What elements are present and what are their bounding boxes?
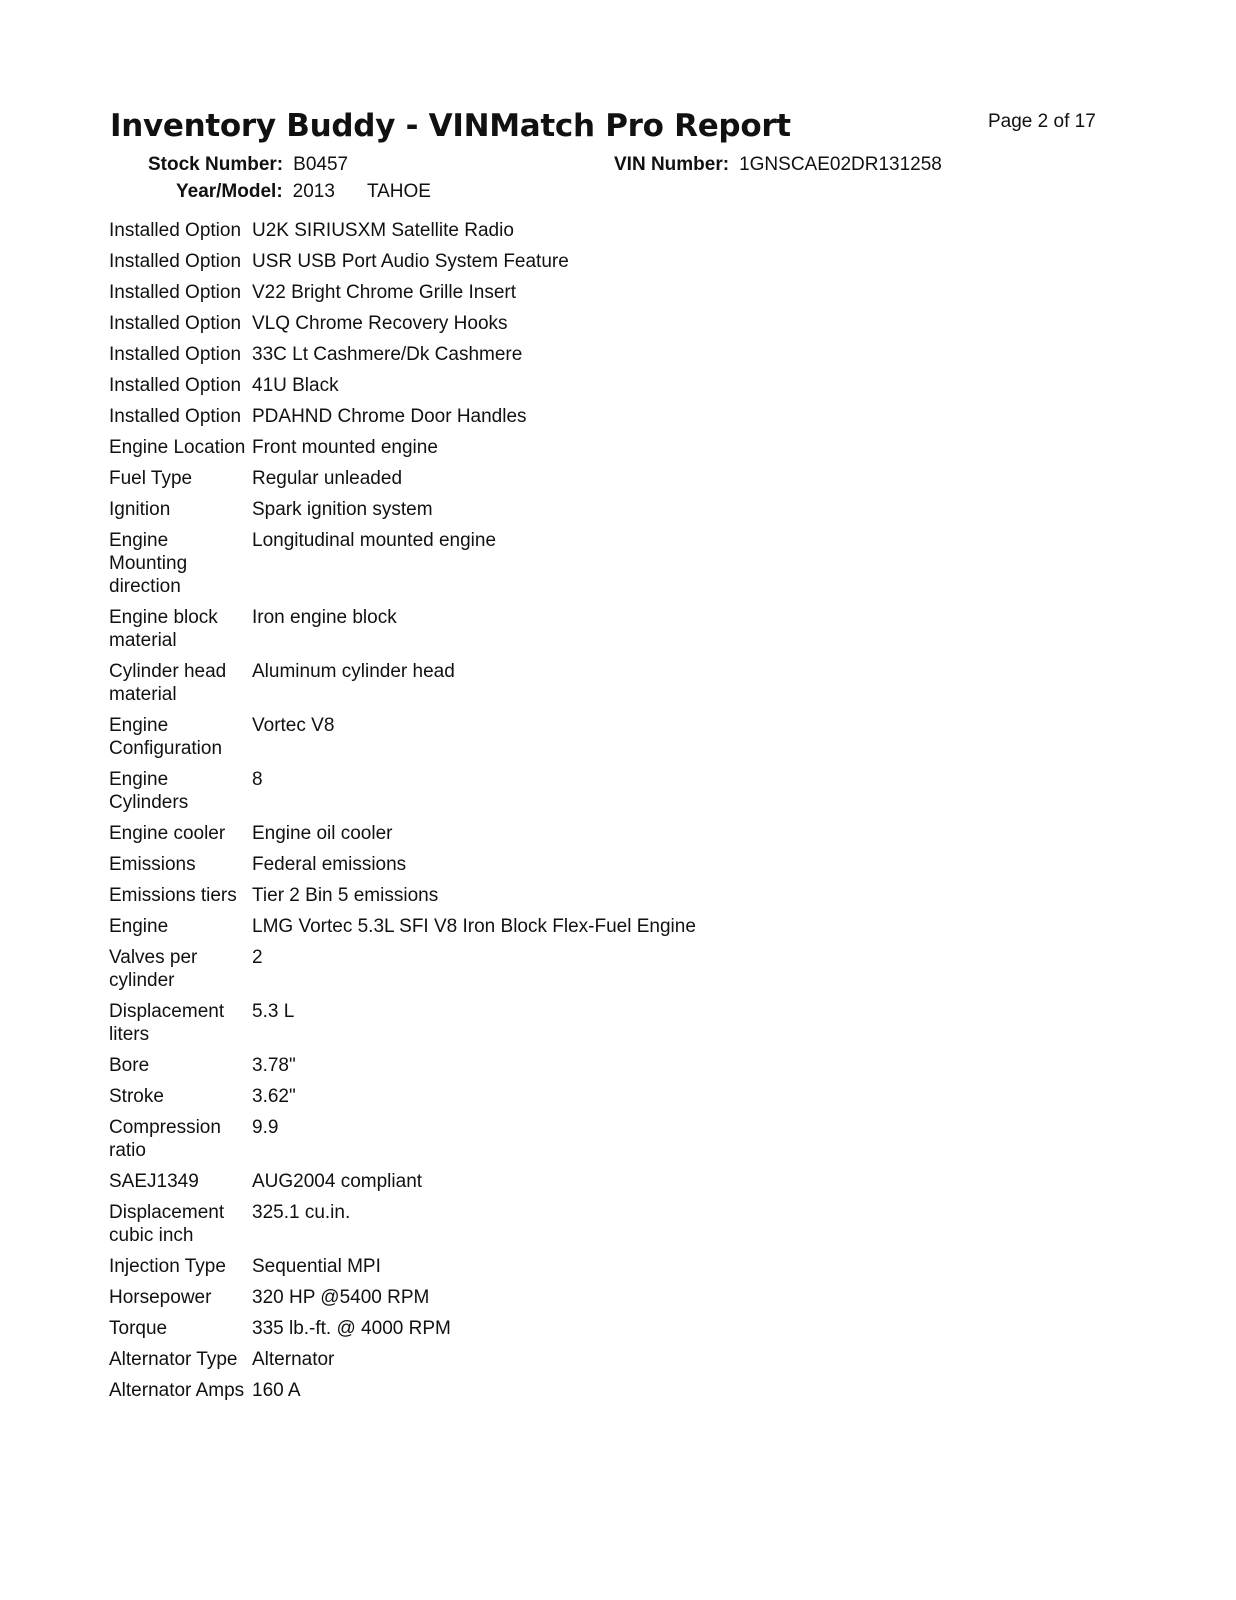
spec-value: 33C Lt Cashmere/Dk Cashmere (252, 344, 523, 365)
spec-label: Engine Cylinders (109, 769, 189, 813)
spec-row (107, 765, 698, 819)
spec-row (107, 1167, 698, 1198)
spec-label: Installed Option (109, 220, 242, 241)
spec-label: Stroke (109, 1086, 164, 1107)
spec-value: 325.1 cu.in. (252, 1202, 351, 1223)
spec-value: 335 lb.-ft. @ 4000 RPM (252, 1318, 451, 1339)
spec-table (107, 216, 698, 1407)
spec-value: PDAHND Chrome Door Handles (252, 406, 527, 427)
report-title: Inventory Buddy - VINMatch Pro Report (110, 108, 791, 144)
spec-row (107, 1252, 698, 1283)
spec-label: Installed Option (109, 344, 242, 365)
spec-label: SAEJ1349 (109, 1171, 199, 1192)
spec-value: Iron engine block (252, 607, 397, 628)
spec-row (107, 1082, 698, 1113)
spec-label: Engine Location (109, 437, 246, 458)
spec-value: Aluminum cylinder head (252, 661, 455, 682)
spec-label: Alternator Amps (109, 1380, 245, 1401)
spec-row (107, 1314, 698, 1345)
spec-row (107, 371, 698, 402)
spec-row (107, 819, 698, 850)
spec-label: Installed Option (109, 282, 242, 303)
spec-value: 9.9 (252, 1117, 279, 1138)
spec-label: Engine block material (109, 607, 218, 651)
model-value: TAHOE (366, 181, 431, 202)
spec-label: Installed Option (109, 313, 242, 334)
spec-row (107, 711, 698, 765)
spec-row (107, 1113, 698, 1167)
spec-value: AUG2004 compliant (252, 1171, 423, 1192)
spec-value: VLQ Chrome Recovery Hooks (252, 313, 508, 334)
spec-value: Engine oil cooler (252, 823, 393, 844)
spec-value: U2K SIRIUSXM Satellite Radio (252, 220, 514, 241)
spec-value: USR USB Port Audio System Feature (252, 251, 569, 272)
spec-row (107, 464, 698, 495)
stock-number-label: Stock Number: (148, 154, 284, 175)
spec-value: 5.3 L (252, 1001, 295, 1022)
spec-label: Engine (109, 916, 169, 937)
spec-value: Front mounted engine (252, 437, 438, 458)
spec-row (107, 340, 698, 371)
stock-number-value: B0457 (293, 154, 349, 175)
year-value: 2013 (292, 181, 335, 202)
spec-row (107, 216, 698, 247)
page-indicator: Page 2 of 17 (988, 111, 1096, 132)
spec-value: Longitudinal mounted engine (252, 530, 497, 551)
spec-row (107, 1376, 698, 1407)
spec-value: Alternator (252, 1349, 335, 1370)
spec-label: Installed Option (109, 406, 242, 427)
spec-value: 160 A (252, 1380, 301, 1401)
vin-number-value: 1GNSCAE02DR131258 (739, 154, 942, 175)
year-model-line (176, 181, 431, 203)
spec-row (107, 997, 698, 1051)
spec-label: Installed Option (109, 251, 242, 272)
spec-label: Installed Option (109, 375, 242, 396)
spec-value: Vortec V8 (252, 715, 335, 736)
spec-row (107, 1198, 698, 1252)
spec-row (107, 912, 698, 943)
spec-row (107, 657, 698, 711)
spec-value: Tier 2 Bin 5 emissions (252, 885, 439, 906)
spec-row (107, 1345, 698, 1376)
vin-number-line (614, 154, 942, 176)
spec-row (107, 881, 698, 912)
spec-value: Regular unleaded (252, 468, 403, 489)
spec-label: Engine Configuration (109, 715, 223, 759)
spec-value: 320 HP @5400 RPM (252, 1287, 430, 1308)
spec-label: Bore (109, 1055, 150, 1076)
spec-row (107, 495, 698, 526)
year-model-label: Year/Model: (176, 181, 283, 202)
spec-label: Fuel Type (109, 468, 193, 489)
spec-value: 8 (252, 769, 263, 790)
spec-label: Compression ratio (109, 1117, 221, 1161)
spec-label: Displacement cubic inch (109, 1202, 225, 1246)
spec-row (107, 1283, 698, 1314)
spec-label: Engine cooler (109, 823, 226, 844)
spec-value: 2 (252, 947, 263, 968)
spec-row (107, 402, 698, 433)
spec-label: Displacement liters (109, 1001, 225, 1045)
spec-label: Cylinder head material (109, 661, 227, 705)
spec-row (107, 850, 698, 881)
spec-row (107, 433, 698, 464)
spec-label: Horsepower (109, 1287, 212, 1308)
spec-value: V22 Bright Chrome Grille Insert (252, 282, 516, 303)
spec-row (107, 247, 698, 278)
spec-label: Ignition (109, 499, 171, 520)
spec-value: 3.62" (252, 1086, 296, 1107)
vin-number-label: VIN Number: (614, 154, 730, 175)
spec-row (107, 603, 698, 657)
spec-table-body (107, 216, 698, 1407)
spec-row (107, 943, 698, 997)
spec-value: Federal emissions (252, 854, 407, 875)
spec-label: Valves per cylinder (109, 947, 198, 991)
spec-row (107, 526, 698, 603)
spec-row (107, 278, 698, 309)
spec-label: Engine Mounting direction (109, 530, 188, 597)
spec-row (107, 1051, 698, 1082)
spec-label: Emissions (109, 854, 196, 875)
spec-value: Sequential MPI (252, 1256, 381, 1277)
spec-row (107, 309, 698, 340)
spec-label: Alternator Type (109, 1349, 238, 1370)
spec-value: 3.78" (252, 1055, 296, 1076)
spec-label: Torque (109, 1318, 168, 1339)
spec-label: Emissions tiers (109, 885, 237, 906)
spec-value: Spark ignition system (252, 499, 433, 520)
spec-value: LMG Vortec 5.3L SFI V8 Iron Block Flex-Fuel Engine (252, 916, 696, 937)
spec-label: Injection Type (109, 1256, 226, 1277)
spec-value: 41U Black (252, 375, 339, 396)
stock-number-line (148, 154, 348, 176)
